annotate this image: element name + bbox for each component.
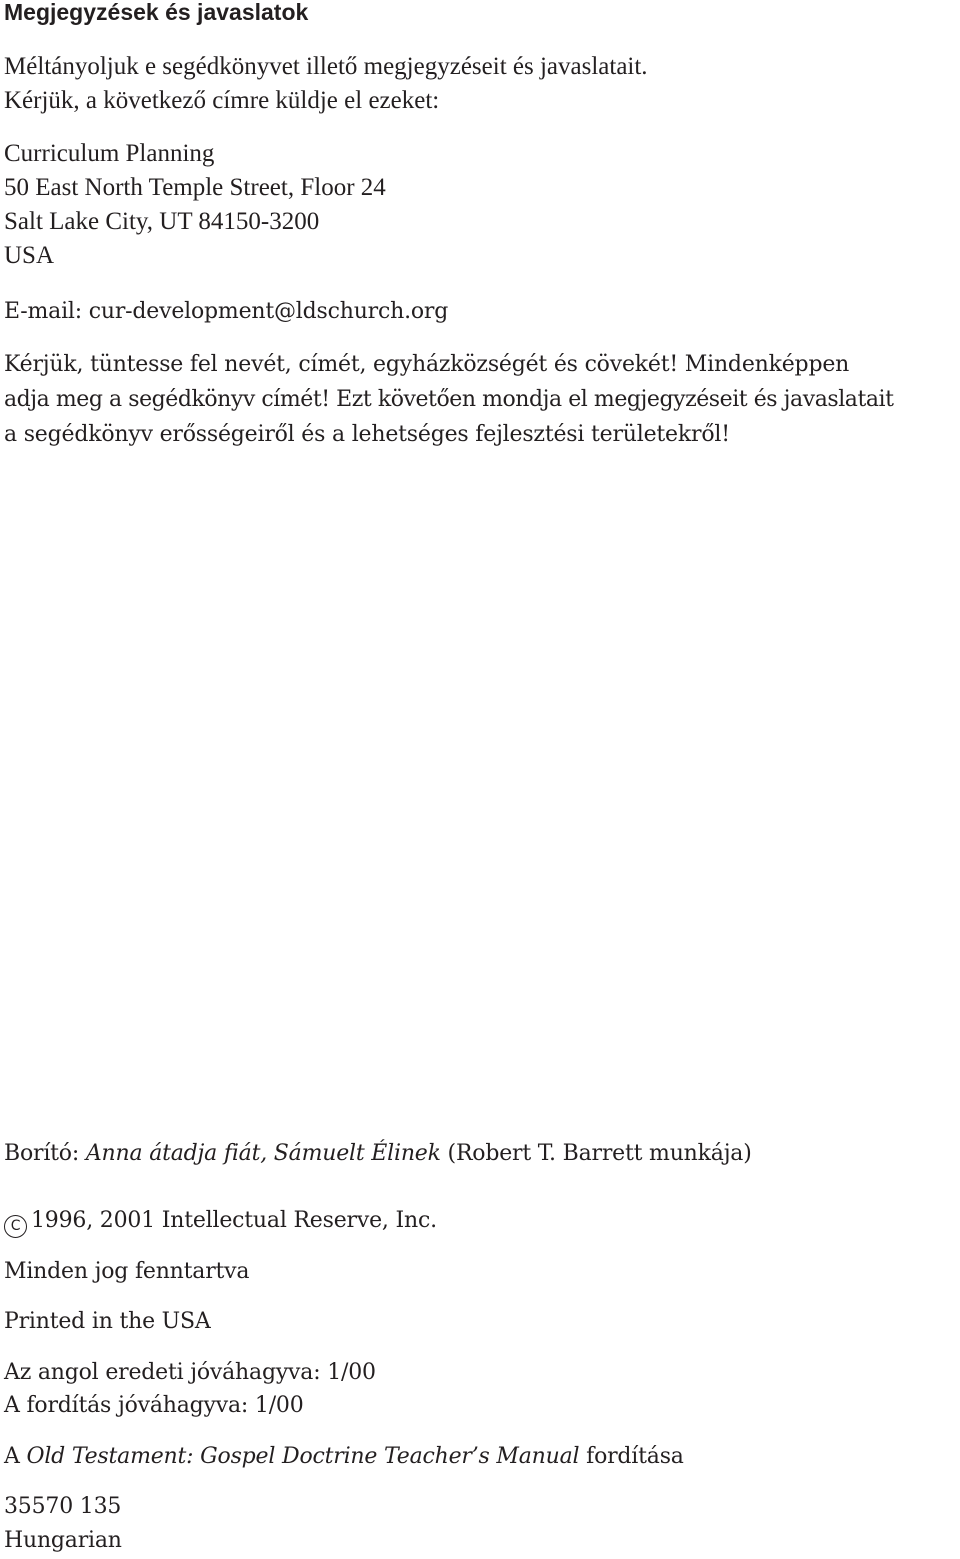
- request-line-2: adja meg a segédkönyv címét! Ezt követően mondja el megjegyzéseit és javaslatait: [4, 387, 894, 412]
- printed-line: Printed in the USA: [4, 1309, 211, 1334]
- approval-translation: A fordítás jóváhagyva: 1/00: [4, 1393, 304, 1418]
- cover-prefix: Borító:: [4, 1141, 86, 1166]
- request-line-3: a segédkönyv erősségeiről és a lehetséges fejlesztési területekről!: [4, 422, 730, 447]
- copyright-text: 1996, 2001 Intellectual Reserve, Inc.: [31, 1208, 437, 1233]
- address-line-4: USA: [4, 242, 55, 269]
- intro-line-1: Méltányoljuk e segédkönyvet illető megjegyzéseit és javaslatait.: [4, 53, 648, 80]
- cover-credit: [4, 1137, 752, 1171]
- catalog-language: Hungarian: [4, 1528, 122, 1553]
- approval-english: Az angol eredeti jóváhagyva: 1/00: [4, 1360, 376, 1385]
- address-line-2: 50 East North Temple Street, Floor 24: [4, 174, 386, 201]
- cover-title: Anna átadja fiát, Sámuelt Élinek: [85, 1141, 441, 1166]
- original-title: Old Testament: Gospel Doctrine Teacher’s Manual: [26, 1444, 580, 1469]
- rights-line: Minden jog fenntartva: [4, 1259, 250, 1284]
- request-line-1: Kérjük, tüntesse fel nevét, címét, egyházközségét és cövekét! Mindenképpen: [4, 352, 850, 377]
- address-line-1: Curriculum Planning: [4, 140, 215, 167]
- copyright-icon: C: [4, 1215, 27, 1238]
- copyright-line: [4, 1204, 437, 1238]
- cover-suffix: (Robert T. Barrett munkája): [440, 1141, 752, 1166]
- email-line: E-mail: cur-development@ldschurch.org: [4, 299, 449, 324]
- intro-line-2: Kérjük, a következő címre küldje el ezeket:: [4, 87, 440, 114]
- translation-of-line: [4, 1440, 684, 1474]
- page-heading: Megjegyzések és javaslatok: [4, 0, 309, 25]
- translation-prefix: A: [4, 1444, 27, 1469]
- translation-suffix: fordítása: [579, 1444, 684, 1469]
- address-line-3: Salt Lake City, UT 84150-3200: [4, 208, 320, 235]
- catalog-number: 35570 135: [4, 1494, 122, 1519]
